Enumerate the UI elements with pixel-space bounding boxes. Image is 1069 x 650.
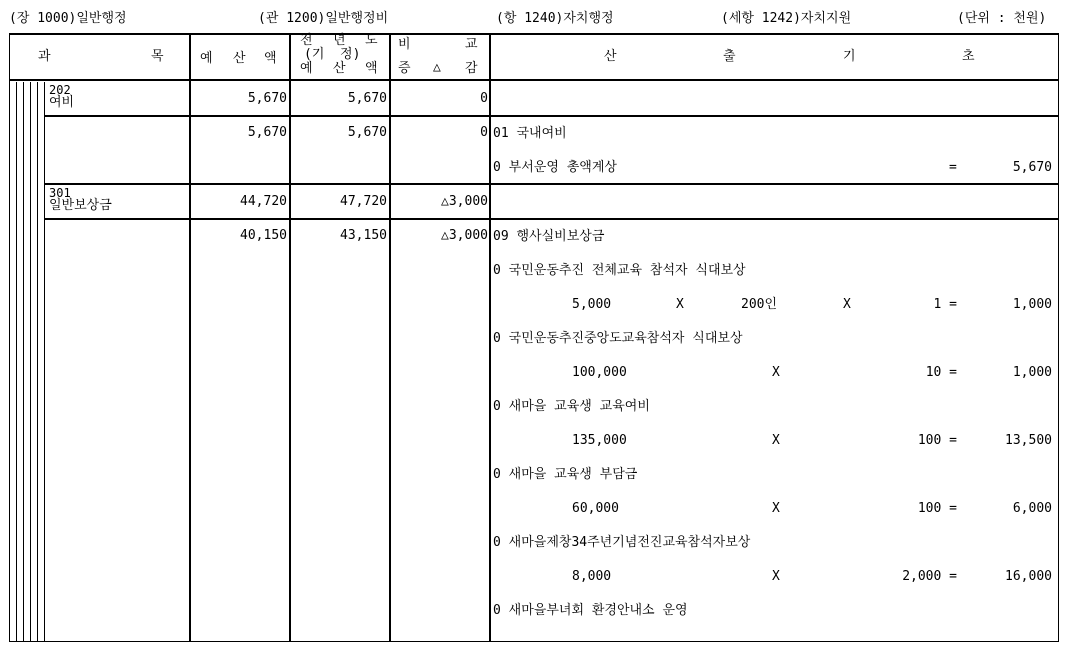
basis-total: 1,000 <box>1012 297 1052 312</box>
col-basis-4: 초 <box>962 49 975 64</box>
basis-calc-a: 5,000 <box>572 297 612 312</box>
col-prev-top-2: 년 <box>333 33 346 48</box>
col-prev-top-3: 도 <box>365 33 378 48</box>
basis-calc-x: X <box>772 433 780 448</box>
basis-calc-c: 2,000 = <box>902 569 957 584</box>
section-code: 202 <box>49 83 71 97</box>
basis-line: 0 새마을 교육생 부담금 <box>493 467 638 482</box>
basis-calc-c: 100 = <box>917 433 957 448</box>
col-gwamok-2: 목 <box>151 49 164 64</box>
col-compare-top-2: 교 <box>465 37 478 52</box>
subitem-diff: △3,000 <box>441 228 488 243</box>
col-budget-2: 산 <box>233 51 246 66</box>
header-gwan: (관 1200)일반행정비 <box>258 11 389 26</box>
basis-calc-a: 60,000 <box>572 501 619 516</box>
basis-total: 6,000 <box>1012 501 1052 516</box>
col-basis-2: 출 <box>723 49 736 64</box>
basis-line: 0 새마을제창34주년기념전진교육참석자보상 <box>493 535 751 550</box>
basis-calc-c: 1 = <box>933 297 957 312</box>
basis-calc-c: 100 = <box>917 501 957 516</box>
header-jang: (장 1000)일반행정 <box>9 11 127 26</box>
basis-calc-x: X <box>772 365 780 380</box>
section-diff: 0 <box>480 91 488 106</box>
basis-calc-a: 8,000 <box>572 569 612 584</box>
subitem-budget: 5,670 <box>247 125 287 140</box>
col-basis-3: 기 <box>843 49 856 64</box>
basis-total: 5,670 <box>1012 160 1052 175</box>
section-prev: 5,670 <box>347 91 387 106</box>
section-diff: △3,000 <box>441 194 488 209</box>
col-gwamok-1: 과 <box>38 49 51 64</box>
section-prev: 47,720 <box>340 194 387 209</box>
basis-line: 0 국민운동추진 전체교육 참석자 식대보상 <box>493 263 746 278</box>
header-sehang: (세항 1242)자치지원 <box>721 11 852 26</box>
col-prev-bot-3: 액 <box>365 61 378 76</box>
col-compare-top-1: 비 <box>398 37 411 52</box>
basis-calc-x: X <box>676 297 684 312</box>
basis-line: 0 새마을부녀회 환경안내소 운영 <box>493 603 688 618</box>
subitem-title: 09 행사실비보상금 <box>493 229 605 244</box>
basis-total: 13,500 <box>1005 433 1052 448</box>
section-code: 301 <box>49 186 71 200</box>
col-compare-bot-2: △ <box>433 60 441 75</box>
col-budget-3: 액 <box>264 51 277 66</box>
basis-total: 16,000 <box>1005 569 1052 584</box>
basis-calc-x: X <box>772 501 780 516</box>
section-name: 일반보상금 <box>49 198 112 213</box>
subitem-prev: 5,670 <box>347 125 387 140</box>
header-unit: (단위 : 천원) <box>957 11 1047 26</box>
section-name: 여비 <box>49 95 75 110</box>
col-prev-top-1: 전 <box>300 33 313 48</box>
basis-calc-x: X <box>843 297 851 312</box>
col-budget-1: 예 <box>200 51 213 66</box>
basis-line: 0 새마을 교육생 교육여비 <box>493 399 650 414</box>
basis-calc-b: 200인 <box>741 297 778 312</box>
col-prev-bot-2: 산 <box>333 61 346 76</box>
header-hang: (항 1240)자치행정 <box>496 11 614 26</box>
basis-total: 1,000 <box>1012 365 1052 380</box>
section-budget: 44,720 <box>240 194 287 209</box>
col-compare-bot-1: 증 <box>398 61 411 76</box>
col-basis-1: 산 <box>604 49 617 64</box>
basis-calc-a: 135,000 <box>572 433 627 448</box>
basis-calc-x: X <box>772 569 780 584</box>
subitem-prev: 43,150 <box>340 228 387 243</box>
col-prev-mid: (기 정) <box>304 47 361 62</box>
basis-eq: = <box>949 160 957 175</box>
col-prev-bot-1: 예 <box>300 61 313 76</box>
basis-line: 0 부서운영 총액계상 <box>493 160 617 175</box>
subitem-budget: 40,150 <box>240 228 287 243</box>
subitem-diff: 0 <box>480 125 488 140</box>
basis-line: 0 국민운동추진중앙도교육참석자 식대보상 <box>493 331 743 346</box>
subitem-title: 01 국내여비 <box>493 126 567 141</box>
col-compare-bot-3: 감 <box>465 61 478 76</box>
basis-calc-c: 10 = <box>925 365 957 380</box>
basis-calc-a: 100,000 <box>572 365 627 380</box>
section-budget: 5,670 <box>247 91 287 106</box>
